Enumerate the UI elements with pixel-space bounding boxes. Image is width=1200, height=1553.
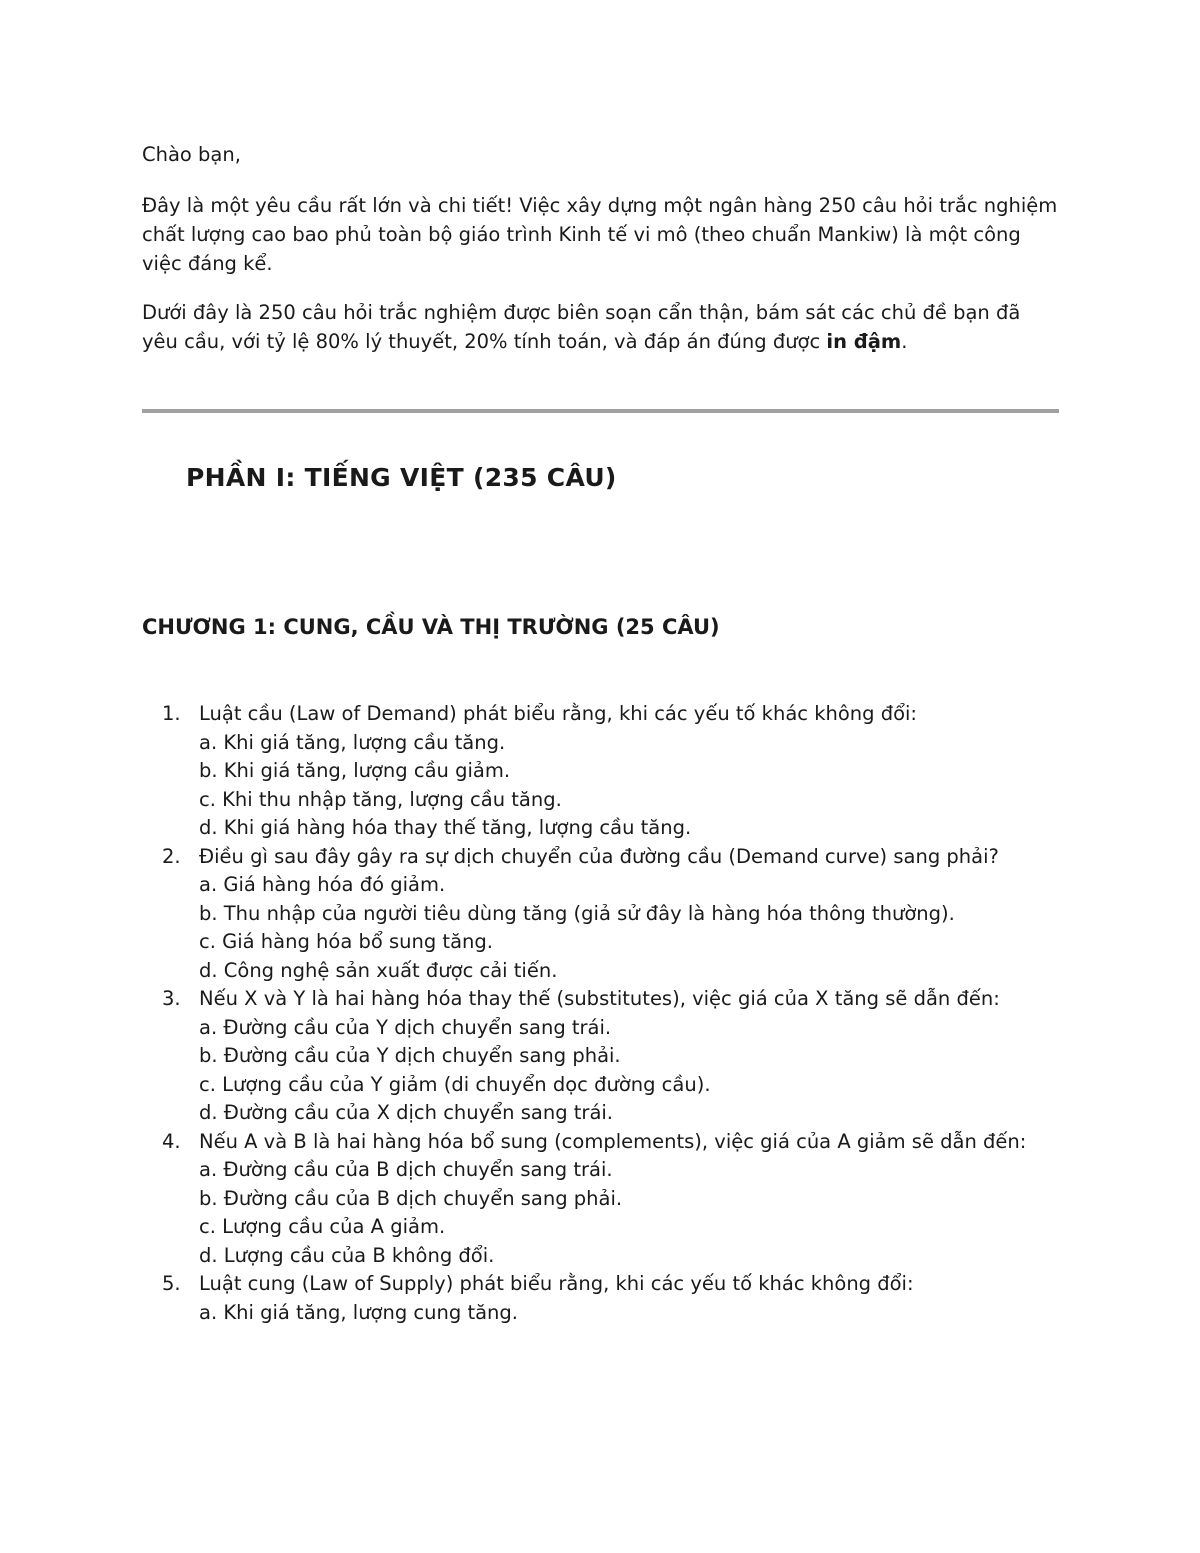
answer-option: a. Đường cầu của B dịch chuyển sang trái. — [199, 1158, 613, 1181]
answer-option: b. Đường cầu của Y dịch chuyển sang phải. — [199, 1044, 621, 1067]
question-item — [142, 1270, 1062, 1327]
answer-option: c. Khi thu nhập tăng, lượng cầu tăng. — [199, 787, 562, 811]
part-title: PHẦN I: TIẾNG VIỆT (235 CÂU) — [186, 463, 617, 492]
question-item — [142, 700, 1062, 843]
question-item — [142, 843, 1062, 986]
intro-paragraph-2-prefix: Dưới đây là 250 câu hỏi trắc nghiệm được biên soạn cẩn thận, bám sát các chủ đề bạn đã yêu cầu, với tỷ lệ 80% lý thuyết, 20% tính toán, và đáp án đúng được — [142, 301, 1021, 353]
question-text: Nếu A và B là hai hàng hóa bổ sung (complements), việc giá của A giảm sẽ dẫn đến: — [199, 1129, 1027, 1153]
question-item — [142, 985, 1062, 1128]
intro-paragraph-2-bold: in đậm — [826, 330, 902, 353]
question-text: Nếu X và Y là hai hàng hóa thay thế (substitutes), việc giá của X tăng sẽ dẫn đến: — [199, 987, 1000, 1010]
answer-option: d. Khi giá hàng hóa thay thế tăng, lượng cầu tăng. — [199, 816, 692, 839]
question-text: Điều gì sau đây gây ra sự dịch chuyển của đường cầu (Demand curve) sang phải? — [199, 844, 999, 868]
answer-option: b. Thu nhập của người tiêu dùng tăng (giả sử đây là hàng hóa thông thường). — [199, 901, 955, 925]
question-list — [142, 700, 1062, 1327]
question-number: 4. — [162, 1129, 181, 1153]
answer-option: b. Đường cầu của B dịch chuyển sang phải. — [199, 1186, 623, 1210]
answer-option: c. Giá hàng hóa bổ sung tăng. — [199, 930, 493, 953]
answer-option: b. Khi giá tăng, lượng cầu giảm. — [199, 759, 511, 782]
answer-option: a. Khi giá tăng, lượng cung tăng. — [199, 1300, 518, 1324]
question-number: 5. — [162, 1272, 181, 1295]
horizontal-divider — [142, 409, 1059, 413]
intro-paragraph-2-suffix: . — [901, 330, 908, 353]
question-number: 2. — [162, 844, 181, 868]
answer-option: c. Lượng cầu của A giảm. — [199, 1215, 446, 1238]
question-item — [142, 1128, 1062, 1271]
answer-option: a. Khi giá tăng, lượng cầu tăng. — [199, 730, 506, 754]
intro-paragraph-1: Đây là một yêu cầu rất lớn và chi tiết! Việc xây dựng một ngân hàng 250 câu hỏi trắc nghiệm chất lượng cao bao phủ toàn bộ giáo trình Kinh tế vi mô (theo chuẩn Mankiw) là một công việc đáng kể. — [142, 194, 1058, 275]
answer-option: a. Giá hàng hóa đó giảm. — [199, 873, 446, 896]
answer-option: d. Đường cầu của X dịch chuyển sang trái. — [199, 1101, 614, 1124]
answer-option: d. Công nghệ sản xuất được cải tiến. — [199, 958, 558, 982]
question-text: Luật cung (Law of Supply) phát biểu rằng, khi các yếu tố khác không đổi: — [199, 1272, 914, 1295]
answer-option: d. Lượng cầu của B không đổi. — [199, 1243, 495, 1267]
answer-option: c. Lượng cầu của Y giảm (di chuyển dọc đường cầu). — [199, 1072, 711, 1096]
question-number: 1. — [162, 702, 181, 725]
greeting-text: Chào bạn, — [142, 143, 241, 166]
answer-option: a. Đường cầu của Y dịch chuyển sang trái. — [199, 1015, 612, 1039]
question-text: Luật cầu (Law of Demand) phát biểu rằng, khi các yếu tố khác không đổi: — [199, 702, 918, 725]
question-number: 3. — [162, 987, 181, 1010]
chapter-title: CHƯƠNG 1: CUNG, CẦU VÀ THỊ TRƯỜNG (25 CÂU) — [142, 615, 720, 639]
intro-section — [142, 140, 1062, 356]
intro-paragraph-2 — [142, 298, 1062, 356]
